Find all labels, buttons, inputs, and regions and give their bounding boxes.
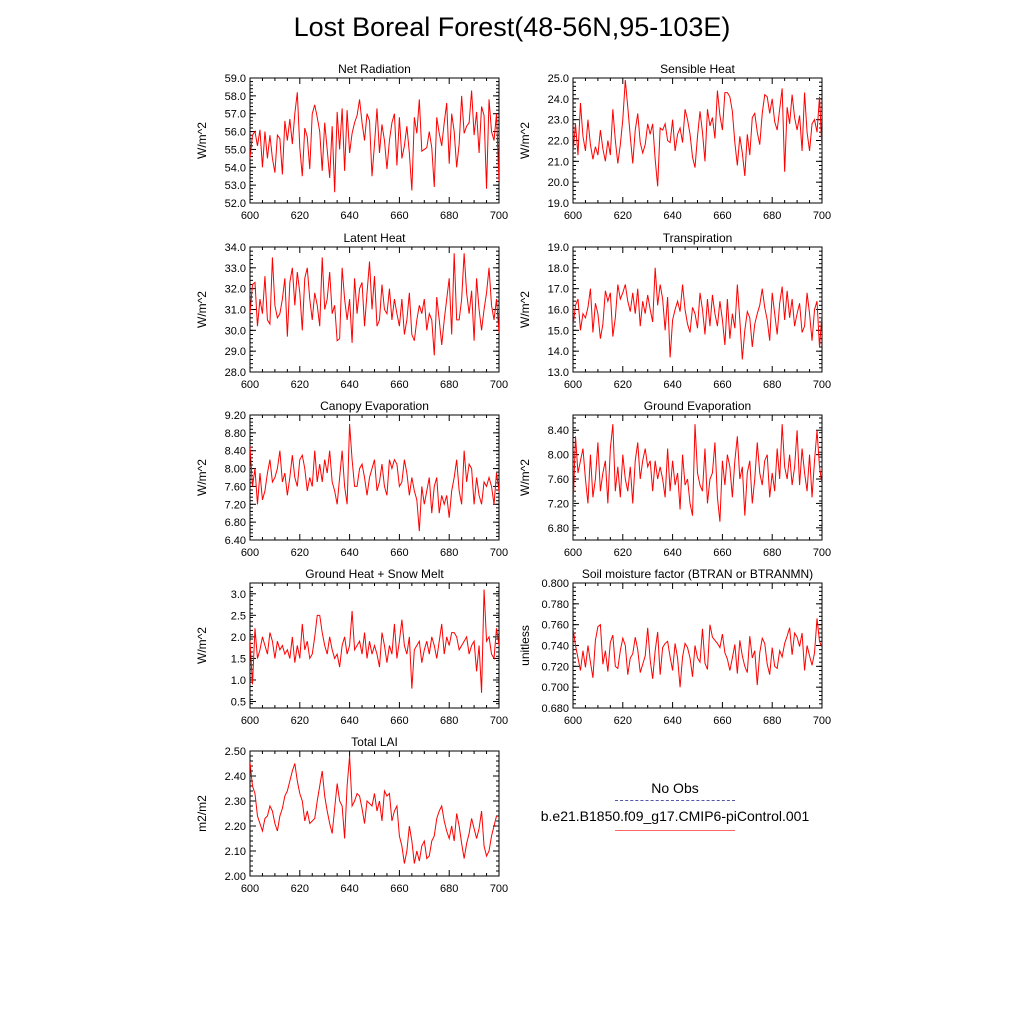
y-tick-label: 24.0 [547, 93, 569, 106]
panel-title: Sensible Heat [660, 62, 735, 76]
y-axis-label: W/m^2 [195, 291, 209, 328]
y-tick-label: 0.5 [230, 696, 246, 709]
x-tick-label: 620 [613, 379, 632, 391]
y-axis-label: W/m^2 [518, 291, 532, 328]
y-tick-label: 32.0 [224, 283, 246, 296]
x-tick-label: 680 [763, 547, 782, 559]
y-tick-label: 55.0 [224, 144, 246, 157]
chart-panel [195, 62, 508, 222]
x-tick-label: 680 [440, 547, 459, 559]
plot-frame [250, 247, 499, 372]
y-axis-label: W/m^2 [195, 459, 209, 496]
y-tick-label: 29.0 [224, 346, 246, 359]
x-tick-label: 680 [440, 883, 459, 895]
y-tick-label: 21.0 [547, 156, 569, 169]
chart-panel [195, 231, 521, 391]
x-tick-label: 680 [763, 210, 782, 222]
y-tick-label: 30.0 [224, 325, 246, 338]
chart-panel [518, 62, 831, 222]
y-axis-label: W/m^2 [195, 122, 209, 159]
panel-title: Ground Heat + Snow Melt [305, 567, 444, 581]
x-tick-label: 700 [812, 715, 832, 727]
y-tick-label: 3.0 [230, 588, 246, 601]
x-tick-label: 660 [713, 379, 732, 391]
x-tick-label: 660 [390, 379, 409, 391]
legend-obs-line [615, 800, 735, 801]
y-axis-label: W/m^2 [195, 627, 209, 664]
y-tick-label: 2.0 [230, 631, 246, 644]
x-tick-label: 660 [390, 210, 409, 222]
x-tick-label: 640 [663, 715, 682, 727]
y-axis-label: W/m^2 [518, 122, 532, 159]
y-tick-label: 0.720 [541, 661, 569, 674]
y-tick-label: 54.0 [224, 162, 246, 175]
y-tick-label: 58.0 [224, 90, 246, 103]
panel-title: Latent Heat [343, 231, 406, 245]
panel-title: Total LAI [351, 735, 398, 749]
x-tick-label: 660 [713, 547, 732, 559]
x-tick-label: 680 [763, 379, 782, 391]
series-line [573, 424, 854, 522]
plot-frame [573, 247, 822, 372]
x-tick-label: 640 [340, 379, 359, 391]
x-tick-label: 640 [340, 210, 359, 222]
legend-obs-label: No Obs [651, 780, 699, 796]
y-tick-label: 18.0 [547, 262, 569, 275]
chart-panel [518, 567, 867, 727]
y-tick-label: 8.00 [547, 449, 569, 462]
x-tick-label: 680 [440, 210, 459, 222]
series-line [250, 756, 497, 864]
x-tick-label: 600 [240, 210, 260, 222]
panel-title: Transpiration [662, 231, 733, 245]
y-tick-label: 19.0 [547, 198, 569, 210]
y-tick-label: 34.0 [224, 242, 246, 254]
x-tick-label: 660 [390, 715, 409, 727]
x-tick-label: 680 [440, 379, 459, 391]
y-tick-label: 2.00 [224, 871, 246, 883]
x-tick-label: 640 [340, 883, 359, 895]
series-line [573, 80, 822, 186]
y-tick-label: 16.0 [547, 304, 569, 317]
plot-frame [250, 751, 499, 876]
y-tick-label: 59.0 [224, 73, 246, 85]
x-tick-label: 700 [489, 210, 509, 222]
x-tick-label: 700 [812, 210, 832, 222]
y-tick-label: 0.760 [541, 619, 569, 632]
y-axis-label: unitless [518, 625, 532, 666]
x-tick-label: 660 [713, 210, 732, 222]
x-tick-label: 620 [290, 379, 309, 391]
panel-title: Canopy Evaporation [320, 399, 429, 413]
chart-panel [518, 399, 854, 559]
x-tick-label: 600 [240, 883, 260, 895]
chart-panel [195, 567, 524, 727]
y-tick-label: 25.0 [547, 73, 569, 85]
chart-panel [195, 399, 531, 559]
x-tick-label: 660 [390, 547, 409, 559]
x-tick-label: 700 [489, 883, 509, 895]
y-tick-label: 7.20 [224, 499, 246, 512]
x-tick-label: 600 [240, 379, 260, 391]
plot-frame [573, 415, 822, 540]
x-tick-label: 600 [563, 715, 583, 727]
y-tick-label: 6.80 [224, 517, 246, 530]
x-tick-label: 620 [613, 547, 632, 559]
y-tick-label: 53.0 [224, 180, 246, 193]
x-tick-label: 620 [290, 210, 309, 222]
y-tick-label: 1.0 [230, 674, 246, 687]
x-tick-label: 620 [290, 547, 309, 559]
plot-frame [250, 415, 499, 540]
y-tick-label: 33.0 [224, 262, 246, 275]
series-line [250, 589, 524, 701]
y-tick-label: 1.5 [230, 653, 246, 666]
chart-panel [518, 231, 854, 391]
y-tick-label: 2.30 [224, 796, 246, 808]
y-tick-label: 8.80 [224, 427, 246, 440]
y-tick-label: 0.680 [541, 703, 569, 715]
y-tick-label: 2.5 [230, 610, 246, 623]
y-tick-label: 13.0 [547, 367, 569, 379]
y-tick-label: 2.20 [224, 821, 246, 833]
x-tick-label: 600 [563, 379, 583, 391]
x-tick-label: 600 [240, 547, 260, 559]
y-axis-label: m2/m2 [195, 795, 209, 832]
y-tick-label: 8.40 [547, 425, 569, 438]
x-tick-label: 640 [340, 715, 359, 727]
y-tick-label: 7.20 [547, 498, 569, 511]
x-tick-label: 700 [489, 379, 509, 391]
y-tick-label: 17.0 [547, 283, 569, 296]
y-tick-label: 28.0 [224, 367, 246, 379]
y-tick-label: 7.60 [547, 474, 569, 487]
y-tick-label: 9.20 [224, 410, 246, 422]
y-tick-label: 20.0 [547, 177, 569, 190]
series-line [573, 266, 854, 360]
y-tick-label: 19.0 [547, 242, 569, 254]
y-tick-label: 57.0 [224, 108, 246, 121]
y-tick-label: 15.0 [547, 325, 569, 338]
x-tick-label: 700 [489, 715, 509, 727]
series-line [573, 618, 867, 698]
y-tick-label: 7.60 [224, 481, 246, 494]
x-tick-label: 640 [340, 547, 359, 559]
y-tick-label: 0.700 [541, 682, 569, 695]
x-tick-label: 680 [440, 715, 459, 727]
x-tick-label: 700 [489, 547, 509, 559]
x-tick-label: 640 [663, 210, 682, 222]
legend-run-label: b.e21.B1850.f09_g17.CMIP6-piControl.001 [540, 808, 810, 824]
x-tick-label: 620 [613, 210, 632, 222]
x-tick-label: 600 [240, 715, 260, 727]
y-tick-label: 0.800 [541, 578, 569, 590]
y-tick-label: 6.40 [224, 535, 246, 547]
series-line [250, 91, 499, 193]
x-tick-label: 600 [563, 547, 583, 559]
x-tick-label: 660 [713, 715, 732, 727]
panel-title: Ground Evaporation [643, 399, 752, 413]
x-tick-label: 700 [812, 547, 832, 559]
x-tick-label: 620 [290, 715, 309, 727]
panel-title: Net Radiation [338, 62, 411, 76]
y-tick-label: 22.0 [547, 135, 569, 148]
legend-run-line [615, 830, 735, 831]
panel-title: Soil moisture factor (BTRAN or BTRANMN) [581, 567, 814, 581]
y-tick-label: 56.0 [224, 126, 246, 139]
y-tick-label: 2.10 [224, 846, 246, 858]
y-tick-label: 14.0 [547, 346, 569, 359]
x-tick-label: 620 [290, 883, 309, 895]
x-tick-label: 620 [613, 715, 632, 727]
y-tick-label: 31.0 [224, 304, 246, 317]
x-tick-label: 600 [563, 210, 583, 222]
x-tick-label: 640 [663, 379, 682, 391]
y-tick-label: 8.00 [224, 463, 246, 476]
y-tick-label: 0.740 [541, 640, 569, 653]
y-tick-label: 8.40 [224, 445, 246, 458]
y-tick-label: 2.50 [224, 746, 246, 758]
y-tick-label: 0.780 [541, 598, 569, 611]
y-axis-label: W/m^2 [518, 459, 532, 496]
y-tick-label: 6.80 [547, 522, 569, 535]
x-tick-label: 680 [763, 715, 782, 727]
x-tick-label: 640 [663, 547, 682, 559]
x-tick-label: 660 [390, 883, 409, 895]
x-tick-label: 700 [812, 379, 832, 391]
series-line [250, 424, 531, 531]
y-tick-label: 2.40 [224, 771, 246, 783]
chart-panel [195, 735, 508, 895]
y-tick-label: 23.0 [547, 114, 569, 127]
y-tick-label: 52.0 [224, 198, 246, 210]
series-line [250, 253, 521, 361]
figure-title: Lost Boreal Forest(48-56N,95-103E) [293, 12, 731, 42]
